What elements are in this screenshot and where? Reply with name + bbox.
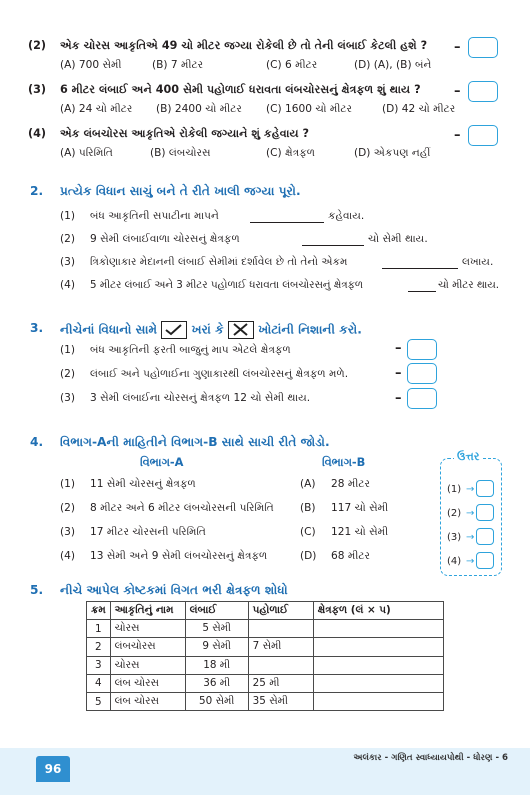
option-b[interactable]: (B) લંબચોરસ [150, 147, 211, 159]
column-a-text: 13 સેમી અને 9 સેમી લંબચોરસનું ક્ષેત્રફળ [90, 550, 268, 562]
table-row [87, 620, 444, 638]
column-a-text: 11 સેમી ચોરસનું ક્ષેત્રફળ [90, 478, 196, 490]
item-text-end: લખાય. [462, 256, 494, 268]
header-cell: ક્રમ [87, 602, 111, 620]
answer-dash: – [454, 40, 461, 55]
header-cell: લંબાઈ [185, 602, 248, 620]
arrow-right-icon: → [466, 556, 475, 567]
options [0, 147, 470, 163]
cell-length: 5 સેમી [185, 620, 248, 638]
answer-box[interactable] [407, 363, 437, 384]
options [0, 103, 470, 119]
option-d[interactable]: (D) (A), (B) બંને [354, 59, 432, 71]
column-a-text: 17 મીટર ચોરસની પરિમિતિ [90, 526, 206, 538]
column-b-key: (C) [300, 526, 316, 538]
section-title: વિભાગ-Aની માહિતીને વિભાગ-B સાથે સાચી રીતે જોડો. [60, 435, 330, 449]
header-cell: ક્ષેત્રફળ (લં × પ) [313, 602, 443, 620]
question-text: એક લંબચોરસ આકૃતિએ રોકેલી જગ્યાને શું કહેવાય ? [60, 127, 310, 140]
blank-field[interactable] [382, 268, 458, 269]
item-number: (2) [60, 233, 76, 245]
cell-length: 9 સેમી [185, 638, 248, 656]
question-text: એક ચોરસ આકૃતિએ 49 ચો મીટર જગ્યા રોકેલી છે તો તેની લંબાઈ કેટલી હશે ? [60, 39, 428, 52]
item-number: (2) [60, 368, 76, 380]
option-b[interactable]: (B) 7 મીટર [152, 59, 204, 71]
option-a[interactable]: (A) પરિમિતિ [60, 147, 113, 159]
answer-number: (3) [447, 532, 462, 543]
cell-index: 1 [87, 620, 111, 638]
cell-index: 2 [87, 638, 111, 656]
cell-length: 36 મી [185, 674, 248, 692]
answer-dash: – [395, 366, 402, 381]
column-b-text: 68 મીટર [331, 550, 370, 562]
item-text: બંધ આકૃતિની સપાટીના માપને [90, 210, 219, 222]
item-text: 5 મીટર લંબાઈ અને 3 મીટર પહોળાઈ ધરાવતા લંબચોરસનું ક્ષેત્રફળ [90, 279, 363, 291]
arrow-right-icon: → [466, 532, 475, 543]
item-number: (1) [60, 344, 76, 356]
answer-box[interactable] [476, 480, 494, 497]
cell-area[interactable] [313, 620, 443, 638]
item-text-end: કહેવાય. [328, 210, 365, 222]
answer-number: (2) [447, 508, 462, 519]
row-number: (1) [60, 478, 76, 490]
option-a[interactable]: (A) 24 ચો મીટર [60, 103, 133, 115]
section-number: 4. [30, 435, 44, 449]
item-number: (3) [60, 392, 76, 404]
table-row [87, 674, 444, 692]
question-number: (2) [28, 39, 47, 52]
option-b[interactable]: (B) 2400 ચો મીટર [156, 103, 242, 115]
option-c[interactable]: (C) ક્ષેત્રફળ [266, 147, 316, 159]
blank-field[interactable] [408, 291, 436, 292]
answer-panel-title: ઉત્તર [454, 450, 482, 464]
column-b-text: 28 મીટર [331, 478, 370, 490]
cell-width[interactable]: 25 મી [248, 674, 313, 692]
blank-field[interactable] [250, 222, 324, 223]
item-text-end: ચો સેમી થાય. [368, 233, 428, 245]
column-b-key: (B) [300, 502, 316, 514]
tick-mark-icon [161, 321, 187, 339]
answer-box[interactable] [476, 504, 494, 521]
section-number: 5. [30, 583, 44, 597]
blank-field[interactable] [302, 245, 364, 246]
cell-width[interactable]: 35 સેમી [248, 692, 313, 710]
section-title: નીચે આપેલ કોષ્ટકમાં વિગત ભરી ક્ષેત્રફળ શોધો [60, 583, 288, 597]
section-title-part2: ખરાં કે [191, 322, 224, 337]
item-text-end: ચો મીટર થાય. [438, 279, 500, 291]
header-cell: આકૃતિનું નામ [110, 602, 185, 620]
column-b-text: 121 ચો સેમી [331, 526, 389, 538]
column-heading-a: વિભાગ-A [140, 455, 184, 469]
question-text: 6 મીટર લંબાઈ અને 400 સેમી પહોળાઈ ધરાવતા લંબચોરસનું ક્ષેત્રફળ શું થાય ? [60, 83, 421, 96]
table-row [87, 638, 444, 656]
section-number: 2. [30, 184, 44, 198]
answer-box[interactable] [407, 339, 437, 360]
answer-dash: – [395, 341, 402, 356]
cell-area[interactable] [313, 674, 443, 692]
row-number: (2) [60, 502, 76, 514]
arrow-right-icon: → [466, 484, 475, 495]
column-b-key: (A) [300, 478, 316, 490]
option-c[interactable]: (C) 6 મીટર [266, 59, 318, 71]
answer-number: (4) [447, 556, 462, 567]
row-number: (4) [60, 550, 76, 562]
column-b-text: 117 ચો સેમી [331, 502, 389, 514]
section-title-part3: ખોટાંની નિશાની કરો. [258, 322, 362, 337]
options [0, 59, 460, 75]
cell-index: 4 [87, 674, 111, 692]
cell-area[interactable] [313, 638, 443, 656]
cell-width[interactable]: 7 સેમી [248, 638, 313, 656]
table-row [87, 656, 444, 674]
cell-length: 18 મી [185, 656, 248, 674]
cross-mark-icon [228, 321, 254, 339]
item-text: 9 સેમી લંબાઈવાળા ચોરસનું ક્ષેત્રફળ [90, 233, 240, 245]
table-row [87, 692, 444, 710]
answer-box[interactable] [407, 388, 437, 409]
question-number: (4) [28, 127, 47, 140]
answer-dash: – [454, 84, 461, 99]
option-d[interactable]: (D) એકપણ નહીં [354, 147, 431, 159]
item-number: (1) [60, 210, 76, 222]
answer-box[interactable] [468, 125, 498, 146]
item-number: (4) [60, 279, 76, 291]
footer-title: અલંકાર - ગણિત સ્વાધ્યાયપોથી - ધોરણ - 6 [353, 753, 508, 763]
cell-area[interactable] [313, 692, 443, 710]
cell-length: 50 સેમી [185, 692, 248, 710]
column-a-text: 8 મીટર અને 6 મીટર લંબચોરસની પરિમિતિ [90, 502, 274, 514]
table-header-row [87, 602, 444, 620]
arrow-right-icon: → [466, 508, 475, 519]
cell-shape: લંબ ચોરસ [110, 692, 185, 710]
cell-shape: ચોરસ [110, 620, 185, 638]
cell-width[interactable] [248, 656, 313, 674]
column-heading-b: વિભાગ-B [322, 455, 366, 469]
answer-box[interactable] [476, 528, 494, 545]
question-number: (3) [28, 83, 47, 96]
section-number: 3. [30, 321, 44, 335]
section-title-part1: નીચેનાં વિધાનો સામે [60, 322, 158, 337]
item-number: (3) [60, 256, 76, 268]
cell-index: 5 [87, 692, 111, 710]
option-d[interactable]: (D) 42 ચો મીટર [382, 103, 456, 115]
column-b-key: (D) [300, 550, 317, 562]
item-text: ત્રિકોણાકાર મેદાનની લંબાઈ સેમીમાં દર્શાવેલ છે તો તેનો એકમ [90, 256, 348, 268]
answer-box[interactable] [476, 552, 494, 569]
section-title: પ્રત્યેક વિધાન સાચું બને તે રીતે ખાલી જગ્યા પૂરો. [60, 184, 301, 198]
option-a[interactable]: (A) 700 સેમી [60, 59, 122, 71]
answer-dash: – [454, 128, 461, 143]
area-table [86, 601, 444, 711]
cell-shape: લંબ ચોરસ [110, 674, 185, 692]
cell-width[interactable] [248, 620, 313, 638]
header-cell: પહોળાઈ [248, 602, 313, 620]
answer-box[interactable] [468, 81, 498, 102]
item-text: બંધ આકૃતિની ફરતી બાજુનું માપ એટલે ક્ષેત્રફળ [90, 344, 291, 356]
answer-number: (1) [447, 484, 462, 495]
cell-area[interactable] [313, 656, 443, 674]
answer-box[interactable] [468, 37, 498, 58]
item-text: 3 સેમી લંબાઈના ચોરસનું ક્ષેત્રફળ 12 ચો સેમી થાય. [90, 392, 311, 404]
answer-dash: – [395, 391, 402, 406]
cell-shape: લંબચોરસ [110, 638, 185, 656]
page-number: 96 [36, 756, 70, 782]
cell-index: 3 [87, 656, 111, 674]
option-c[interactable]: (C) 1600 ચો મીટર [266, 103, 353, 115]
item-text: લંબાઈ અને પહોળાઈના ગુણાકારથી લંબચોરસનું ક્ષેત્રફળ મળે. [90, 368, 349, 380]
row-number: (3) [60, 526, 76, 538]
section-title [60, 321, 362, 339]
cell-shape: ચોરસ [110, 656, 185, 674]
